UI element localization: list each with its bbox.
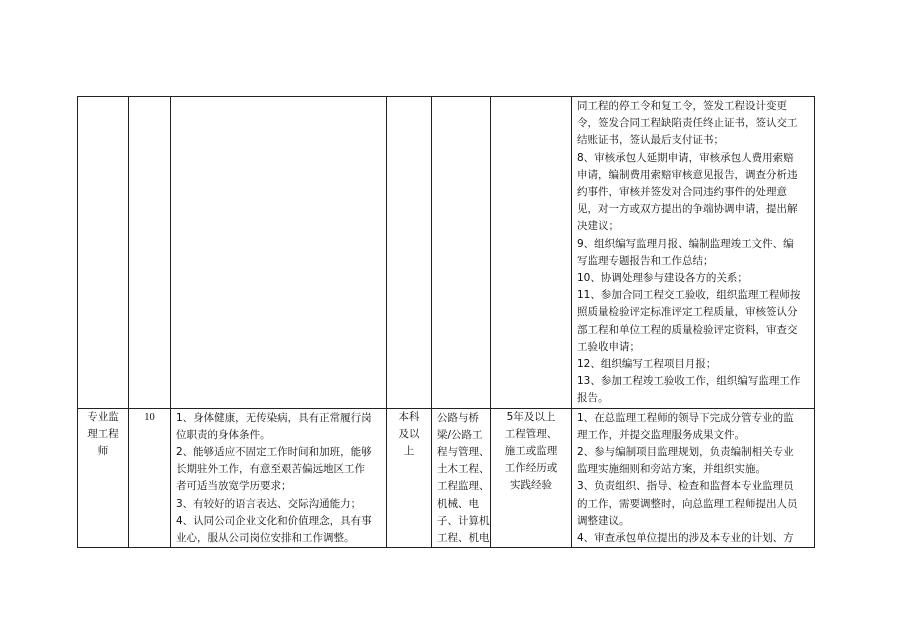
- text-line: 结账证书，签认最后支付证书；: [577, 134, 724, 147]
- text-line: 4、认同公司企业文化和价值理念，具有事: [176, 514, 372, 527]
- text-line: 工程、机电: [437, 532, 490, 545]
- position-cell: [78, 97, 129, 409]
- text-line: 写监理专题报告和工作总结；: [577, 254, 714, 267]
- position-line: 师: [97, 445, 109, 458]
- count-cell: 10: [129, 408, 171, 548]
- experience-line: 5年及以上: [506, 410, 556, 423]
- position-line: 专业监: [87, 410, 119, 423]
- table-row: [78, 408, 815, 548]
- text-line: 土木工程、: [437, 463, 490, 476]
- text-line: 3、负责组织、指导、检查和监督本专业监理员: [577, 480, 794, 493]
- position-line: 理工程: [87, 427, 119, 440]
- experience-line: 施工或监理: [504, 445, 558, 458]
- text-line: 1、身体健康，无传染病，具有正常履行岗: [176, 411, 372, 424]
- text-line: 调整建议。: [577, 514, 630, 527]
- experience-cell: [491, 408, 572, 548]
- position-cell: [78, 408, 129, 548]
- experience-line: 实践经验: [510, 479, 552, 492]
- text-line: 部工程和单位工程的质量检验评定资料，审查交: [577, 323, 798, 336]
- text-line: 8、审核承包人延期申请，审核承包人费用索赔: [577, 151, 794, 164]
- text-line: 子、计算机: [437, 514, 490, 527]
- major-cell: [432, 97, 491, 409]
- text-line: 监理实施细则和旁站方案，并组织实施。: [577, 463, 766, 476]
- recruitment-table: [77, 96, 815, 548]
- requirements-cell: [171, 97, 387, 409]
- text-line: 照质量检验评定标准评定工程质量，审核签认分: [577, 306, 798, 319]
- text-line: 约事件，审核并签发对合同违约事件的处理意: [577, 186, 787, 199]
- text-line: 同工程的停工令和复工令，签发工程设计变更: [577, 100, 787, 112]
- text-line: 公路与桥: [437, 411, 479, 424]
- text-line: 12、组织编写工程项目月报；: [577, 358, 717, 371]
- text-line: 13、参加工程竣工验收工作，组织编写监理工作: [577, 375, 801, 388]
- education-line: 本科: [398, 410, 420, 423]
- experience-cell: [491, 97, 572, 409]
- text-line: 11、参加合同工程交工验收，组织监理工程师按: [577, 289, 801, 302]
- text-line: 业心，服从公司岗位安排和工作调整。: [176, 532, 355, 545]
- text-line: 10、协调处理参与建设各方的关系；: [577, 272, 748, 285]
- education-cell: [387, 408, 432, 548]
- text-line: 报告。: [577, 392, 609, 405]
- text-line: 理工作，并提交监理服务成果文件。: [577, 428, 745, 441]
- duties-cell: [572, 97, 815, 409]
- text-line: 梁/公路工: [437, 428, 483, 441]
- education-line: 上: [403, 445, 415, 458]
- text-line: 工验收申请；: [577, 340, 640, 353]
- text-line: 1、在总监理工程师的领导下完成分管专业的监: [577, 411, 794, 424]
- text-line: 机械、电: [437, 497, 479, 510]
- text-line: 的工作，需要调整时，向总监理工程师提出人员: [577, 497, 798, 510]
- education-line: 及以: [398, 427, 420, 440]
- education-cell: [387, 97, 432, 409]
- text-line: 见，对一方或双方提出的争端协调申请，提出解: [577, 203, 798, 216]
- text-line: 3、有较好的语言表达、交际沟通能力；: [176, 497, 362, 510]
- text-line: 决建议；: [577, 220, 619, 233]
- text-line: 9、组织编写监理月报、编制监理竣工文件、编: [577, 237, 794, 250]
- text-line: 申请，编制费用索赔审核意见报告，调查分析违: [577, 168, 798, 181]
- text-line: 程与管理、: [437, 446, 490, 459]
- count-cell: [129, 97, 171, 409]
- text-line: 2、参与编制项目监理规划，负责编制相关专业: [577, 446, 794, 459]
- text-line: 工程监理、: [437, 480, 490, 493]
- text-line: 令，签发合同工程缺陷责任终止证书，签认交工: [577, 117, 798, 130]
- text-line: 位职责的身体条件。: [176, 428, 271, 441]
- table-row: [78, 97, 815, 409]
- text-line: 4、审查承包单位提出的涉及本专业的计划、方: [577, 532, 794, 545]
- text-line: 2、能够适应不固定工作时间和加班，能够: [176, 446, 372, 459]
- requirements-cell: [171, 408, 387, 548]
- text-line: 者可适当放宽学历要求；: [176, 480, 292, 493]
- text-line: 长期驻外工作，有意至艰苦偏远地区工作: [176, 463, 365, 476]
- experience-line: 工程管理、: [504, 427, 558, 440]
- duties-cell: [572, 408, 815, 548]
- major-cell: [432, 408, 491, 548]
- experience-line: 工作经历或: [504, 462, 558, 475]
